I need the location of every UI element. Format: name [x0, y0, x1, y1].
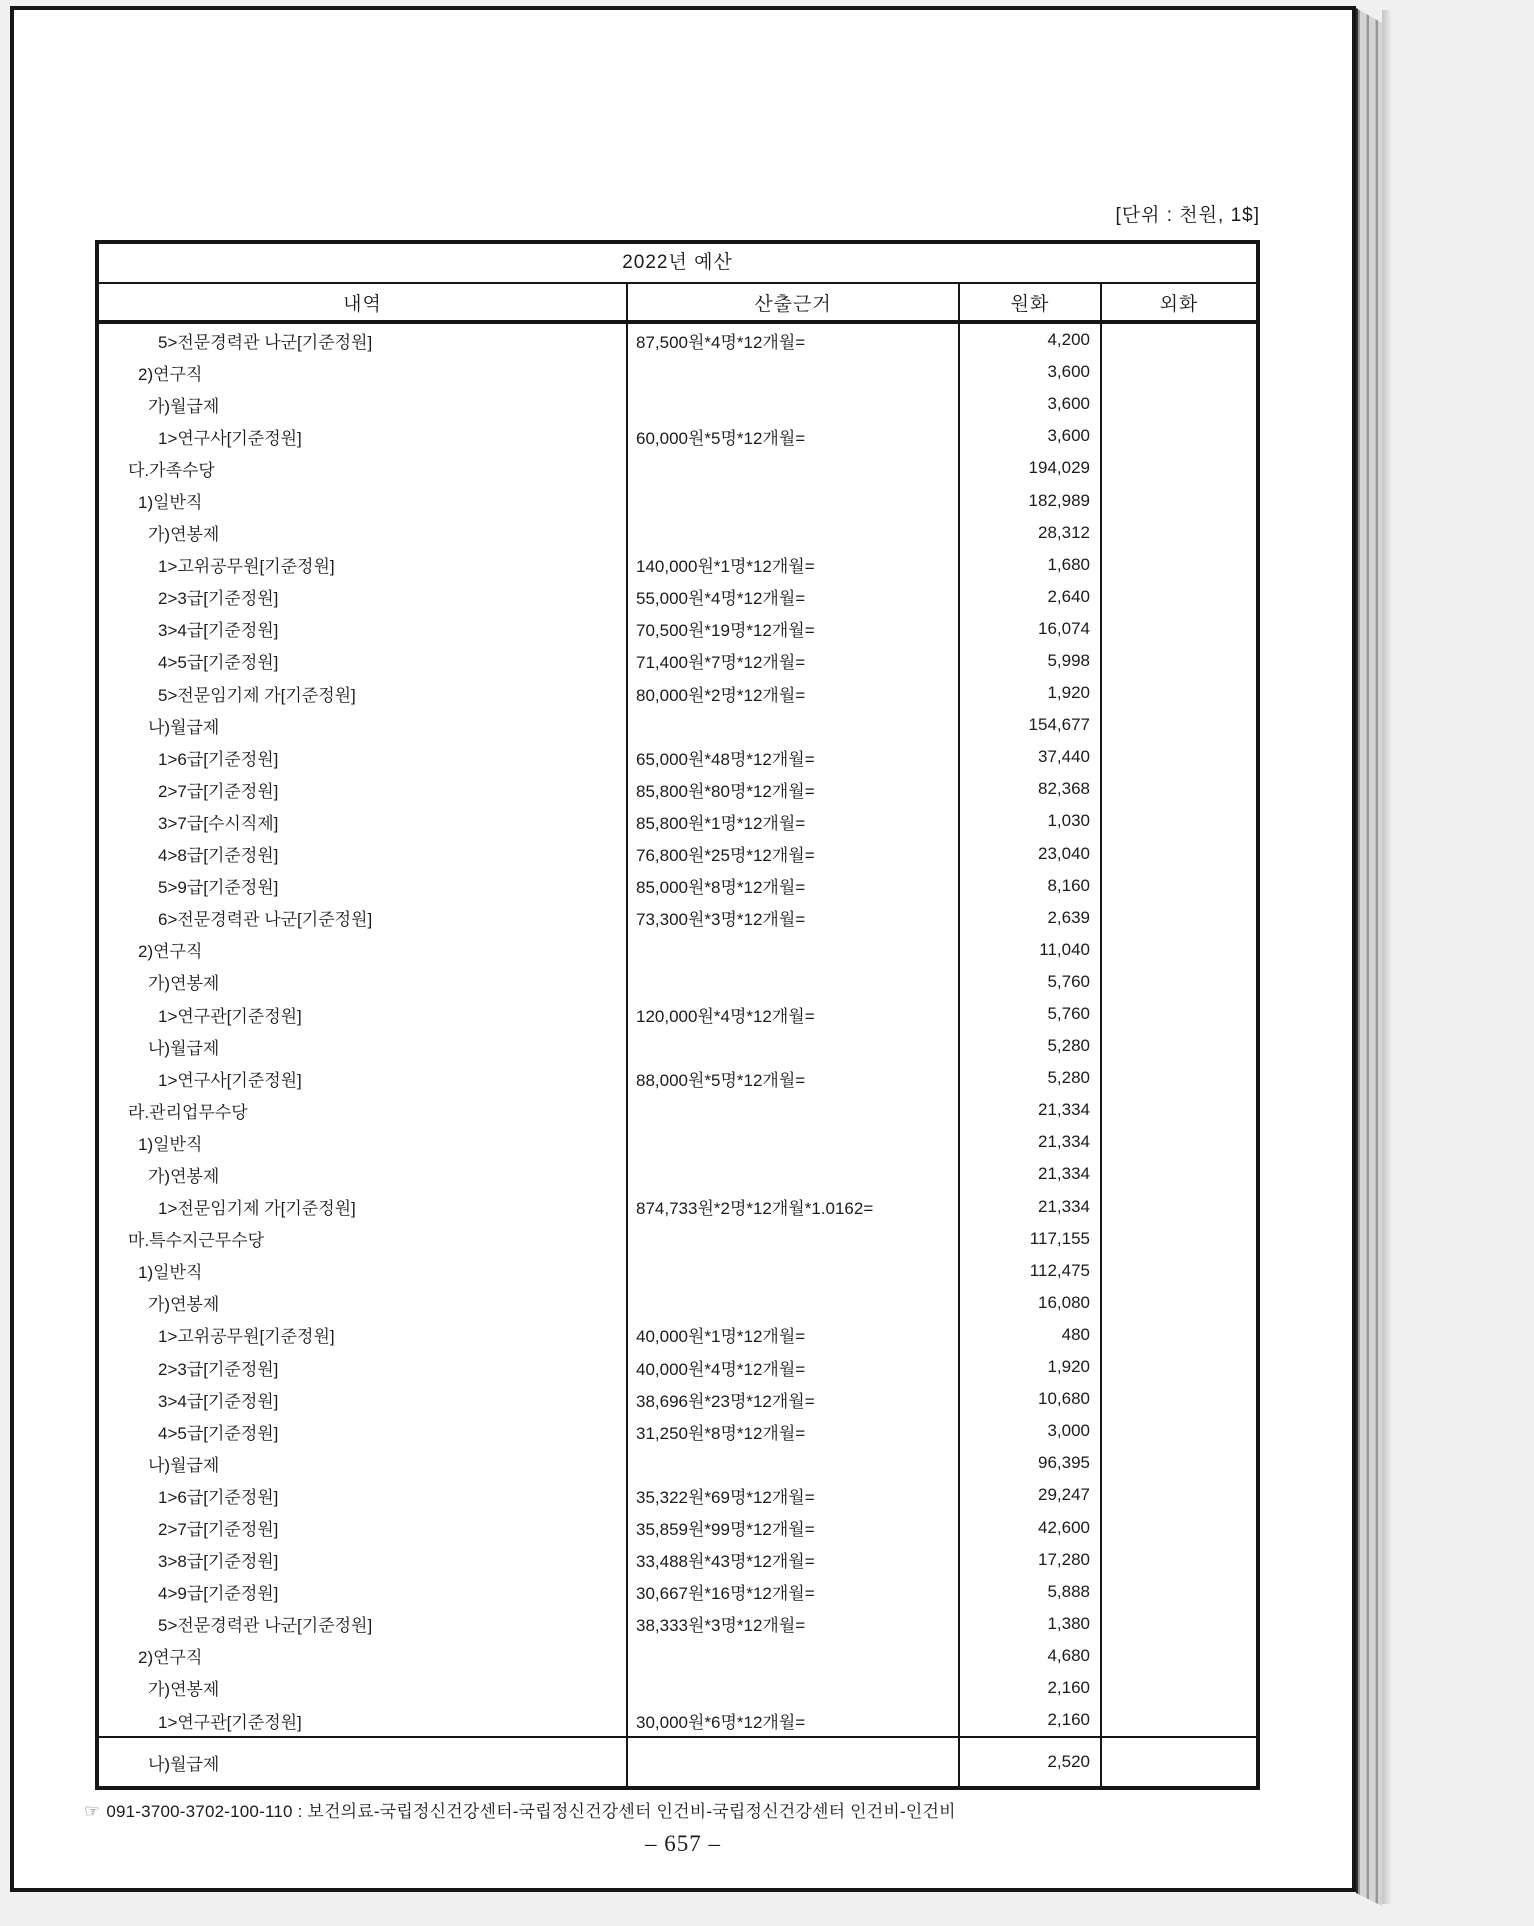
row-item-label: 1>6급[기준정원] — [99, 1479, 628, 1511]
row-fx-amount — [1102, 324, 1256, 356]
row-krw-amount: 11,040 — [960, 934, 1102, 966]
row-krw-amount: 3,600 — [960, 356, 1102, 388]
table-row — [99, 1704, 1256, 1736]
row-krw-amount: 1,920 — [960, 1351, 1102, 1383]
row-calculation-basis: 85,800원*1명*12개월= — [628, 805, 960, 837]
row-calculation-basis: 40,000원*1명*12개월= — [628, 1319, 960, 1351]
row-krw-amount: 1,920 — [960, 677, 1102, 709]
row-item-label: 1>전문임기제 가[기준정원] — [99, 1191, 628, 1223]
row-calculation-basis — [628, 1287, 960, 1319]
table-row — [99, 1062, 1256, 1094]
row-calculation-basis — [628, 517, 960, 549]
row-calculation-basis: 60,000원*5명*12개월= — [628, 420, 960, 452]
row-item-label: 1)일반직 — [99, 1255, 628, 1287]
row-calculation-basis — [628, 934, 960, 966]
row-item-label: 5>전문임기제 가[기준정원] — [99, 677, 628, 709]
row-item-label: 4>5급[기준정원] — [99, 645, 628, 677]
row-krw-amount: 1,380 — [960, 1608, 1102, 1640]
row-krw-amount: 5,280 — [960, 1030, 1102, 1062]
row-fx-amount — [1102, 549, 1256, 581]
row-fx-amount — [1102, 902, 1256, 934]
row-calculation-basis — [628, 1158, 960, 1190]
table-row — [99, 1447, 1256, 1479]
row-krw-amount: 21,334 — [960, 1126, 1102, 1158]
table-row — [99, 1351, 1256, 1383]
row-calculation-basis: 85,000원*8명*12개월= — [628, 870, 960, 902]
row-krw-amount: 182,989 — [960, 484, 1102, 516]
table-row — [99, 388, 1256, 420]
row-calculation-basis — [628, 1094, 960, 1126]
row-calculation-basis: 35,859원*99명*12개월= — [628, 1511, 960, 1543]
table-row — [99, 517, 1256, 549]
table-row — [99, 1319, 1256, 1351]
row-krw-amount: 42,600 — [960, 1511, 1102, 1543]
column-header-basis: 산출근거 — [628, 284, 960, 320]
table-row — [99, 1094, 1256, 1126]
row-fx-amount — [1102, 581, 1256, 613]
row-item-label: 4>5급[기준정원] — [99, 1415, 628, 1447]
row-fx-amount — [1102, 966, 1256, 998]
row-krw-amount: 21,334 — [960, 1191, 1102, 1223]
row-fx-amount — [1102, 1511, 1256, 1543]
row-item-label: 1>연구사[기준정원] — [99, 420, 628, 452]
row-calculation-basis — [628, 1030, 960, 1062]
row-item-label: 가)월급제 — [99, 388, 628, 420]
row-calculation-basis: 33,488원*43명*12개월= — [628, 1544, 960, 1576]
row-fx-amount — [1102, 1191, 1256, 1223]
table-header-row — [99, 284, 1256, 324]
row-krw-amount: 3,000 — [960, 1415, 1102, 1447]
table-row — [99, 741, 1256, 773]
row-item-label: 가)연봉제 — [99, 1287, 628, 1319]
row-krw-amount: 16,074 — [960, 613, 1102, 645]
row-calculation-basis: 38,696원*23명*12개월= — [628, 1383, 960, 1415]
row-fx-amount — [1102, 773, 1256, 805]
row-item-label: 나)월급제 — [99, 1738, 628, 1786]
row-calculation-basis: 140,000원*1명*12개월= — [628, 549, 960, 581]
row-fx-amount — [1102, 709, 1256, 741]
row-item-label: 가)연봉제 — [99, 1672, 628, 1704]
row-calculation-basis: 35,322원*69명*12개월= — [628, 1479, 960, 1511]
table-row — [99, 966, 1256, 998]
row-item-label: 2>3급[기준정원] — [99, 1351, 628, 1383]
row-fx-amount — [1102, 613, 1256, 645]
row-fx-amount — [1102, 1319, 1256, 1351]
row-fx-amount — [1102, 1287, 1256, 1319]
row-krw-amount: 4,200 — [960, 324, 1102, 356]
row-item-label: 가)연봉제 — [99, 966, 628, 998]
row-fx-amount — [1102, 1672, 1256, 1704]
table-row — [99, 1640, 1256, 1672]
row-item-label: 가)연봉제 — [99, 1158, 628, 1190]
row-fx-amount — [1102, 741, 1256, 773]
row-krw-amount: 154,677 — [960, 709, 1102, 741]
table-row — [99, 1223, 1256, 1255]
row-krw-amount: 23,040 — [960, 838, 1102, 870]
row-krw-amount: 480 — [960, 1319, 1102, 1351]
row-krw-amount: 28,312 — [960, 517, 1102, 549]
row-fx-amount — [1102, 645, 1256, 677]
table-row — [99, 1158, 1256, 1190]
row-fx-amount — [1102, 934, 1256, 966]
row-calculation-basis: 40,000원*4명*12개월= — [628, 1351, 960, 1383]
row-calculation-basis: 71,400원*7명*12개월= — [628, 645, 960, 677]
row-calculation-basis: 874,733원*2명*12개월*1.0162= — [628, 1191, 960, 1223]
row-krw-amount: 82,368 — [960, 773, 1102, 805]
row-calculation-basis — [628, 1640, 960, 1672]
table-row — [99, 1126, 1256, 1158]
row-krw-amount: 194,029 — [960, 452, 1102, 484]
row-calculation-basis — [628, 966, 960, 998]
column-header-krw: 원화 — [960, 284, 1102, 320]
row-calculation-basis: 80,000원*2명*12개월= — [628, 677, 960, 709]
row-krw-amount: 5,760 — [960, 998, 1102, 1030]
row-krw-amount: 37,440 — [960, 741, 1102, 773]
table-row — [99, 1736, 1256, 1786]
table-row — [99, 934, 1256, 966]
row-calculation-basis — [628, 356, 960, 388]
row-item-label: 2>7급[기준정원] — [99, 1511, 628, 1543]
footer-reference — [84, 1797, 956, 1822]
row-krw-amount: 17,280 — [960, 1544, 1102, 1576]
row-calculation-basis: 76,800원*25명*12개월= — [628, 838, 960, 870]
page-number: – 657 – — [645, 1831, 721, 1856]
row-krw-amount: 5,998 — [960, 645, 1102, 677]
table-row — [99, 645, 1256, 677]
row-fx-amount — [1102, 1479, 1256, 1511]
table-row — [99, 870, 1256, 902]
table-row — [99, 581, 1256, 613]
row-item-label: 3>7급[수시직제] — [99, 805, 628, 837]
row-calculation-basis — [628, 1672, 960, 1704]
table-row — [99, 420, 1256, 452]
row-krw-amount: 117,155 — [960, 1223, 1102, 1255]
row-item-label: 3>4급[기준정원] — [99, 1383, 628, 1415]
row-calculation-basis — [628, 1126, 960, 1158]
row-krw-amount: 4,680 — [960, 1640, 1102, 1672]
row-item-label: 2)연구직 — [99, 934, 628, 966]
row-calculation-basis: 55,000원*4명*12개월= — [628, 581, 960, 613]
row-calculation-basis — [628, 1255, 960, 1287]
row-item-label: 다.가족수당 — [99, 452, 628, 484]
row-fx-amount — [1102, 1415, 1256, 1447]
table-row — [99, 452, 1256, 484]
row-calculation-basis: 65,000원*48명*12개월= — [628, 741, 960, 773]
table-row — [99, 356, 1256, 388]
row-calculation-basis: 88,000원*5명*12개월= — [628, 1062, 960, 1094]
row-fx-amount — [1102, 1094, 1256, 1126]
table-row — [99, 613, 1256, 645]
row-item-label: 2>7급[기준정원] — [99, 773, 628, 805]
row-krw-amount: 1,030 — [960, 805, 1102, 837]
table-title: 2022년 예산 — [99, 244, 1256, 284]
row-item-label: 2>3급[기준정원] — [99, 581, 628, 613]
row-calculation-basis — [628, 452, 960, 484]
row-item-label: 6>전문경력관 나군[기준정원] — [99, 902, 628, 934]
table-row — [99, 1255, 1256, 1287]
row-krw-amount: 2,520 — [960, 1738, 1102, 1786]
row-krw-amount: 2,160 — [960, 1704, 1102, 1736]
row-krw-amount: 5,888 — [960, 1576, 1102, 1608]
row-fx-amount — [1102, 388, 1256, 420]
row-calculation-basis: 31,250원*8명*12개월= — [628, 1415, 960, 1447]
row-calculation-basis — [628, 709, 960, 741]
row-krw-amount: 96,395 — [960, 1447, 1102, 1479]
row-krw-amount: 21,334 — [960, 1094, 1102, 1126]
row-item-label: 1>연구관[기준정원] — [99, 998, 628, 1030]
table-row — [99, 1191, 1256, 1223]
row-item-label: 나)월급제 — [99, 709, 628, 741]
row-krw-amount: 16,080 — [960, 1287, 1102, 1319]
table-row — [99, 773, 1256, 805]
row-fx-amount — [1102, 517, 1256, 549]
row-item-label: 4>8급[기준정원] — [99, 838, 628, 870]
row-krw-amount: 29,247 — [960, 1479, 1102, 1511]
column-header-detail: 내역 — [99, 284, 628, 320]
row-krw-amount: 3,600 — [960, 388, 1102, 420]
row-item-label: 1>연구사[기준정원] — [99, 1062, 628, 1094]
row-calculation-basis — [628, 1447, 960, 1479]
table-row — [99, 1608, 1256, 1640]
row-fx-amount — [1102, 677, 1256, 709]
table-row — [99, 1672, 1256, 1704]
row-calculation-basis — [628, 1223, 960, 1255]
row-item-label: 나)월급제 — [99, 1030, 628, 1062]
row-item-label: 1>고위공무원[기준정원] — [99, 549, 628, 581]
row-fx-amount — [1102, 1704, 1256, 1736]
row-fx-amount — [1102, 1030, 1256, 1062]
page-edge-shadow — [1382, 10, 1392, 1904]
row-krw-amount: 10,680 — [960, 1383, 1102, 1415]
table-row — [99, 484, 1256, 516]
row-krw-amount: 21,334 — [960, 1158, 1102, 1190]
budget-table — [95, 240, 1260, 1790]
row-fx-amount — [1102, 1062, 1256, 1094]
row-fx-amount — [1102, 1738, 1256, 1786]
row-calculation-basis: 30,667원*16명*12개월= — [628, 1576, 960, 1608]
row-calculation-basis: 38,333원*3명*12개월= — [628, 1608, 960, 1640]
row-item-label: 나)월급제 — [99, 1447, 628, 1479]
row-fx-amount — [1102, 998, 1256, 1030]
row-item-label: 1>6급[기준정원] — [99, 741, 628, 773]
row-item-label: 2)연구직 — [99, 1640, 628, 1672]
table-row — [99, 549, 1256, 581]
row-item-label: 5>전문경력관 나군[기준정원] — [99, 324, 628, 356]
row-fx-amount — [1102, 1576, 1256, 1608]
row-item-label: 마.특수지근무수당 — [99, 1223, 628, 1255]
row-krw-amount: 2,160 — [960, 1672, 1102, 1704]
row-krw-amount: 112,475 — [960, 1255, 1102, 1287]
row-item-label: 1)일반직 — [99, 1126, 628, 1158]
row-calculation-basis — [628, 388, 960, 420]
row-fx-amount — [1102, 1351, 1256, 1383]
row-krw-amount: 2,640 — [960, 581, 1102, 613]
row-fx-amount — [1102, 838, 1256, 870]
row-krw-amount: 1,680 — [960, 549, 1102, 581]
unit-label: [단위 : 천원, 1$] — [1115, 205, 1260, 226]
table-row — [99, 709, 1256, 741]
table-row — [99, 677, 1256, 709]
row-item-label: 2)연구직 — [99, 356, 628, 388]
row-fx-amount — [1102, 1447, 1256, 1479]
pointing-hand-icon: ☞ — [84, 1801, 101, 1821]
row-calculation-basis: 120,000원*4명*12개월= — [628, 998, 960, 1030]
row-fx-amount — [1102, 1640, 1256, 1672]
row-fx-amount — [1102, 356, 1256, 388]
row-item-label: 4>9급[기준정원] — [99, 1576, 628, 1608]
row-krw-amount: 5,760 — [960, 966, 1102, 998]
row-item-label: 5>전문경력관 나군[기준정원] — [99, 1608, 628, 1640]
row-fx-amount — [1102, 1255, 1256, 1287]
row-fx-amount — [1102, 1223, 1256, 1255]
row-krw-amount: 3,600 — [960, 420, 1102, 452]
row-fx-amount — [1102, 1158, 1256, 1190]
table-row — [99, 1030, 1256, 1062]
row-item-label: 라.관리업무수당 — [99, 1094, 628, 1126]
row-fx-amount — [1102, 1608, 1256, 1640]
row-fx-amount — [1102, 870, 1256, 902]
row-fx-amount — [1102, 805, 1256, 837]
table-row — [99, 1544, 1256, 1576]
row-item-label: 3>4급[기준정원] — [99, 613, 628, 645]
table-row — [99, 998, 1256, 1030]
table-body — [99, 324, 1256, 1786]
page-edge-stack — [1356, 6, 1382, 1906]
row-fx-amount — [1102, 1383, 1256, 1415]
table-row — [99, 902, 1256, 934]
column-header-fx: 외화 — [1159, 293, 1199, 315]
row-fx-amount — [1102, 420, 1256, 452]
row-calculation-basis: 73,300원*3명*12개월= — [628, 902, 960, 934]
table-row — [99, 1287, 1256, 1319]
table-row — [99, 1576, 1256, 1608]
row-calculation-basis — [628, 1738, 960, 1786]
row-item-label: 1>연구관[기준정원] — [99, 1704, 628, 1736]
row-fx-amount — [1102, 1126, 1256, 1158]
table-row — [99, 1415, 1256, 1447]
table-row — [99, 805, 1256, 837]
row-calculation-basis: 85,800원*80명*12개월= — [628, 773, 960, 805]
row-item-label: 가)연봉제 — [99, 517, 628, 549]
row-calculation-basis: 70,500원*19명*12개월= — [628, 613, 960, 645]
table-row — [99, 1383, 1256, 1415]
table-row — [99, 1479, 1256, 1511]
row-item-label: 1)일반직 — [99, 484, 628, 516]
row-item-label: 3>8급[기준정원] — [99, 1544, 628, 1576]
row-krw-amount: 5,280 — [960, 1062, 1102, 1094]
table-row — [99, 838, 1256, 870]
row-calculation-basis: 30,000원*6명*12개월= — [628, 1704, 960, 1736]
row-calculation-basis — [628, 484, 960, 516]
row-fx-amount — [1102, 484, 1256, 516]
row-calculation-basis: 87,500원*4명*12개월= — [628, 324, 960, 356]
row-krw-amount: 8,160 — [960, 870, 1102, 902]
row-krw-amount: 2,639 — [960, 902, 1102, 934]
footer-reference-text: 091-3700-3702-100-110 : 보건의료-국립정신건강센터-국립정신건강센터 인건비-국립정신건강센터 인건비-인건비 — [106, 1802, 956, 1821]
row-fx-amount — [1102, 1544, 1256, 1576]
row-item-label: 1>고위공무원[기준정원] — [99, 1319, 628, 1351]
row-item-label: 5>9급[기준정원] — [99, 870, 628, 902]
table-row — [99, 324, 1256, 356]
table-row — [99, 1511, 1256, 1543]
row-fx-amount — [1102, 452, 1256, 484]
